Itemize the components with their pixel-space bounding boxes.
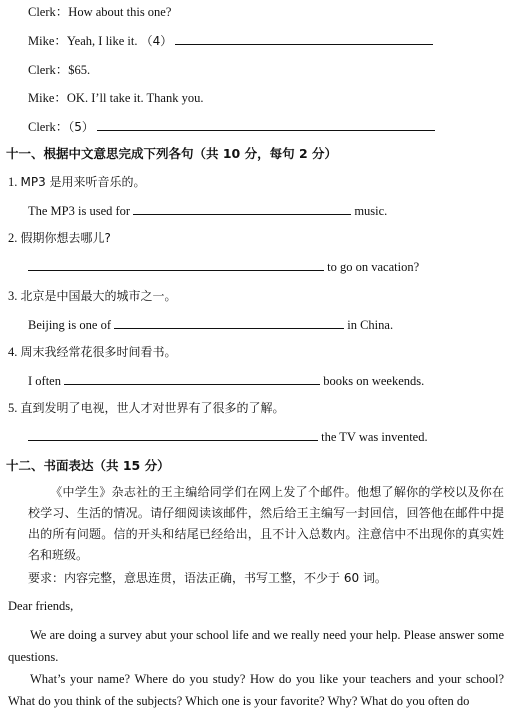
paragraph-text: What’s your name? Where do you study? How do you like your teachers and your school? What do you think of the subjects? Which one is your favorite? Why? What do you often do (8, 672, 504, 708)
writing-intro (28, 482, 504, 566)
question-2-cn (8, 230, 111, 246)
paragraph-text: We are doing a survey abut your school life and we really need your help. Please answer some questions. (8, 628, 504, 664)
answer-blank[interactable] (114, 316, 344, 329)
section-12-title: 十二、书面表达（共 15 分） (6, 458, 170, 473)
sentence-start: I often (28, 374, 61, 388)
question-number: 5. (8, 401, 18, 415)
question-2-en (28, 258, 419, 275)
letter-paragraph-2 (8, 668, 504, 712)
question-chinese: 直到发明了电视，世人才对世界有了很多的了解。 (20, 401, 285, 415)
question-4-cn (8, 344, 177, 360)
question-1-cn (8, 174, 146, 190)
dialogue-line-1: Clerk：How about this one? (28, 5, 172, 19)
sentence-end: in China. (347, 318, 394, 332)
blank-number: （4） (140, 34, 173, 48)
dialogue-text: Yeah, I like it. (66, 34, 138, 48)
answer-blank-5[interactable] (97, 118, 435, 131)
dialogue-text: How about this one? (68, 5, 172, 19)
intro-text: 《中学生》杂志社的王主编给同学们在网上发了个邮件。他想了解你的学校以及你在校学习、生活的情况。请仔细阅读该邮件，然后给王主编写一封回信，回答他在邮件中提出的所有问题。信的开头和结尾已经给出，且不计入总数内。注意信中不出现你的真实姓名和班级。 (28, 485, 504, 562)
dialogue-line-4: Mike：OK. I’ll take it. Thank you. (28, 91, 204, 105)
sentence-end: books on weekends. (323, 374, 425, 388)
dialogue-line-3: Clerk：$65. (28, 63, 91, 77)
dialogue-text: OK. I’ll take it. Thank you. (66, 91, 204, 105)
sentence-end: music. (354, 204, 388, 218)
answer-blank[interactable] (28, 258, 324, 271)
speaker-label: Clerk (28, 120, 56, 134)
question-1-en (28, 202, 387, 219)
speaker-label: Mike (28, 91, 55, 105)
question-number: 1. (8, 175, 18, 189)
dialogue-line-2: Mike：Yeah, I like it. （4） (28, 32, 433, 49)
speaker-label: Mike (28, 34, 55, 48)
speaker-label: Clerk (28, 5, 56, 19)
blank-number: （5） (68, 120, 94, 134)
sentence-end: the TV was invented. (321, 430, 428, 444)
question-chinese: 北京是中国最大的城市之一。 (20, 289, 177, 303)
question-chinese: 假期你想去哪儿? (20, 231, 111, 245)
speaker-label: Clerk (28, 63, 56, 77)
answer-blank[interactable] (64, 372, 320, 385)
section-11-title: 十一、根据中文意思完成下列各句（共 10 分，每句 2 分） (6, 146, 338, 161)
answer-blank-4[interactable] (175, 32, 433, 45)
dialogue-line-5: Clerk：（5） (28, 118, 435, 135)
sentence-start: The MP3 is used for (28, 204, 131, 218)
question-4-en (28, 372, 424, 389)
letter-greeting: Dear friends, (8, 599, 74, 613)
question-5-cn (8, 400, 285, 416)
writing-requirements: 要求：内容完整，意思连贯，语法正确，书写工整，不少于 60 词。 (28, 571, 387, 585)
letter-paragraph-1 (8, 624, 504, 668)
question-number: 4. (8, 345, 18, 359)
question-number: 2. (8, 231, 18, 245)
sentence-start: Beijing is one of (28, 318, 111, 332)
question-chinese: 周末我经常花很多时间看书。 (20, 345, 177, 359)
dialogue-text: $65. (68, 63, 91, 77)
answer-blank[interactable] (28, 428, 318, 441)
sentence-end: to go on vacation? (327, 260, 420, 274)
answer-blank[interactable] (133, 202, 351, 215)
question-number: 3. (8, 289, 18, 303)
question-chinese: MP3 是用来听音乐的。 (20, 175, 146, 189)
question-3-cn (8, 288, 177, 304)
question-3-en (28, 316, 393, 333)
question-5-en (28, 428, 428, 445)
